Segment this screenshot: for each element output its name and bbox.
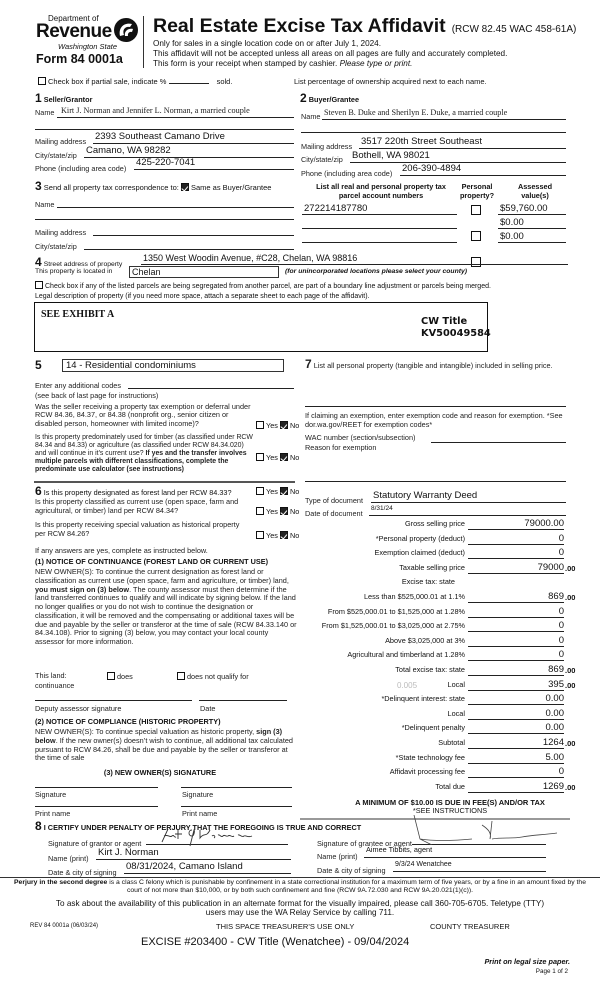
header-divider: [143, 16, 144, 68]
buyer-phone-label: Phone (including area code): [301, 169, 393, 178]
tax-row-label: From $525,000.01 to $1,525,000 at 1.28%: [327, 606, 465, 616]
s5-q2-yes-label: Yes: [266, 453, 278, 462]
property-located-note: (for unincorporated locations please select your county): [285, 268, 468, 275]
correspondence-name-field[interactable]: [57, 196, 294, 208]
parcel-col-header-personal: Personal property?: [459, 182, 495, 200]
buyer-city-field[interactable]: [350, 150, 566, 163]
grantor-name-label: Name (print): [48, 854, 89, 863]
section-3-number: 3: [35, 179, 42, 193]
s6-q1-no-label: No: [289, 487, 300, 496]
tax-row: [300, 549, 600, 560]
tax-row-label: Local: [447, 679, 465, 689]
parcel-assessed-value: $59,760.00: [500, 203, 548, 214]
tax-row: [300, 780, 600, 794]
section-4-number: 4: [35, 255, 42, 269]
tax-row-value: 869: [548, 664, 564, 675]
seller-mailing-field[interactable]: [93, 131, 294, 144]
page-title: [153, 15, 576, 38]
logo-agency-line1: Department of: [48, 14, 99, 23]
this-land-label: This land:: [35, 671, 67, 680]
tax-row-value: 0.00: [545, 707, 564, 719]
exemption-label: If claiming an exemption, enter exemption code and reason for exemption. *See dor.wa.gov/REET for exemption codes*: [305, 411, 563, 430]
s6-q2-yes-label: Yes: [266, 507, 278, 516]
s6-q1-yes-label: Yes: [266, 487, 278, 496]
additional-codes-label: Enter any additional codes: [35, 381, 121, 390]
grantee-name-label: Name (print): [317, 852, 358, 861]
property-street-field[interactable]: [141, 253, 568, 265]
county-select-value: Chelan: [132, 267, 161, 277]
s5-q2-bold: If yes and the transfer involves multiple parcels with different classifications, complete the predominate use calculator (see instructions): [35, 449, 247, 473]
owner-1-signature-label: Signature: [35, 790, 67, 799]
tax-row: [300, 622, 600, 633]
parcel-col-header-accounts: List all real and personal property tax parcel account numbers: [316, 182, 446, 200]
tax-row-label: From $1,525,000.01 to $3,025,000 at 2.75%: [321, 621, 465, 631]
parcel-assessed-field[interactable]: [498, 217, 566, 229]
buyer-heading-label: Buyer/Grantee: [308, 95, 360, 104]
s6-q1-yes-checkbox[interactable]: [256, 487, 264, 495]
title-citation: (RCW 82.45 WAC 458-61A): [451, 24, 577, 35]
s5-q1-no-label: No: [289, 421, 300, 430]
s6-q2-no-checkbox[interactable]: [280, 507, 288, 515]
correspondence-heading: [35, 179, 271, 193]
buyer-heading: [300, 91, 359, 105]
tax-row-value: 0: [558, 766, 564, 778]
correspondence-mailing-field[interactable]: [93, 224, 294, 236]
reason-field[interactable]: [305, 472, 566, 482]
perjury-text: is a class C felony which is punishable by confinement in a state correctional institution for a maximum term of five years, or by a fine in an amount fixed by the court of not more than $10,000, or by both such confinement and fine (RCW 9A.72.030 and RCW 9A.20.021(1)(c)).: [107, 879, 586, 895]
tax-row: [300, 605, 600, 619]
s6-q3-no-label: No: [289, 531, 300, 540]
seller-heading: [35, 91, 92, 105]
s6-q3-no-checkbox[interactable]: [280, 531, 288, 539]
buyer-mailing-field[interactable]: [359, 136, 566, 149]
segregated-label: Check box if any of the listed parcels are being segregated from another parcel, are part of a boundary line adjustment or parcels being merged.: [45, 283, 491, 290]
owner-2-signature-line[interactable]: [181, 779, 292, 788]
print-note: Print on legal size paper.: [484, 957, 570, 966]
buyer-name-value: Steven B. Duke and Sherilyn E. Duke, a married couple: [324, 108, 508, 117]
tax-row-value: 395: [548, 678, 564, 690]
tax-row-cents: .00: [565, 680, 576, 690]
partial-sale-label: Check box if partial sale, indicate %: [48, 77, 167, 86]
s5-q2-no-label: No: [289, 453, 300, 462]
title-stamp-line2: KV50049584: [421, 328, 491, 339]
same-as-buyer-label: Same as Buyer/Grantee: [190, 183, 272, 192]
tax-row: [300, 651, 600, 662]
property-street-value: 1350 West Woodin Avenue, #C28, Chelan, WA 98816: [143, 253, 358, 263]
tax-row-label: *Delinquent penalty: [401, 723, 465, 733]
tax-row-label: Total excise tax: state: [395, 665, 465, 674]
logo-agency-line2: Revenue: [36, 21, 112, 42]
notice-2-text-c: . If the new owner(s) doesn’t wish to continue, all additional tax calculated pursuant to RCW 84.26, shall be due and payable by the seller or transferor at the time of sale: [35, 735, 293, 763]
s6-q3-yes-checkbox[interactable]: [256, 531, 264, 539]
tax-row: [300, 707, 600, 721]
property-street-label: Street address of property: [43, 261, 123, 268]
header-note-1: Only for sales in a single location code on or after July 1, 2024.: [153, 39, 382, 48]
buyer-name-label: Name: [301, 112, 321, 121]
seller-name-value: Kirt J. Norman and Jennifer L. Norman, a married couple: [61, 106, 250, 115]
section-7-number: 7: [305, 357, 312, 371]
tax-row: [300, 751, 600, 765]
treasurer-use-only: THIS SPACE TREASURER’S USE ONLY: [216, 922, 355, 931]
ownership-note: List percentage of ownership acquired next to each name.: [294, 77, 487, 86]
personal-property-field[interactable]: [305, 397, 566, 407]
s5-q1-yes-checkbox[interactable]: [256, 421, 264, 429]
tax-row-value: 0: [558, 547, 564, 559]
tax-row-field[interactable]: [468, 646, 564, 647]
grantee-sig-label: Signature of grantee or agent: [317, 839, 412, 848]
grantee-date-field[interactable]: [393, 860, 546, 872]
tax-row-field[interactable]: [468, 777, 564, 778]
s7-personal-property: [305, 358, 567, 371]
partial-sale-checkbox[interactable]: [38, 77, 46, 85]
parcel-assessed-value: $0.00: [500, 217, 524, 228]
grantor-date-field[interactable]: [124, 861, 291, 874]
correspondence-label: Send all property tax correspondence to:: [43, 183, 179, 192]
s6-question-3: Is this property receiving special valuation as historical property per RCW 84.26?: [35, 520, 240, 538]
tax-row-value: 0: [558, 649, 564, 661]
tax-row-value: 79000.00: [524, 518, 564, 529]
s6-question-1: Is this property designated as forest land per RCW 84.33?: [43, 488, 232, 497]
segregated-checkbox[interactable]: [35, 281, 43, 289]
notice-2-text-bold: sign (3) below: [35, 727, 283, 745]
form-number: Form 84 0001a: [36, 52, 123, 66]
seller-city-label: City/state/zip: [35, 151, 77, 160]
seller-name-line-2[interactable]: [35, 119, 294, 130]
legal-description-label: Legal description of property (if you need more space, attach a separate sheet to each page of the affidavit).: [35, 293, 370, 300]
footer-divider: [0, 877, 600, 878]
s5-q1-answer: [256, 421, 299, 431]
does-option: [107, 672, 133, 682]
owner-1-signature-line[interactable]: [35, 779, 158, 788]
parcel-assessed-field[interactable]: [498, 231, 566, 243]
additional-codes-note: (see back of last page for instructions): [35, 391, 159, 400]
tax-row-label: Agricultural and timberland at 1.28%: [347, 650, 465, 660]
tax-row-value: 1264: [542, 737, 564, 748]
doc-date-label: Date of document: [305, 509, 363, 518]
tax-row: [300, 724, 600, 735]
parcel-account-field[interactable]: [302, 217, 457, 229]
alt-format-notice: To ask about the availability of this publication in an alternate format for the visually impaired, please call 360-705-6705. Teletype (TTY) users may use the WA Relay Service by calling 711.: [55, 899, 545, 918]
additional-codes-field[interactable]: [128, 378, 294, 389]
legal-description-text: SEE EXHIBIT A: [41, 309, 115, 320]
tax-row: [300, 634, 600, 648]
does-qualify-label: does: [117, 672, 133, 681]
correspondence-city-field[interactable]: [84, 238, 294, 250]
tax-row-value: 0: [558, 605, 564, 617]
owner-1-print-label: Print name: [35, 809, 71, 818]
notice-2-title: (2) NOTICE OF COMPLIANCE (HISTORIC PROPERTY): [35, 717, 221, 726]
s6-q2-yes-checkbox[interactable]: [256, 507, 264, 515]
correspondence-city-label: City/state/zip: [35, 242, 77, 251]
buyer-phone-value: 206-390-4894: [402, 163, 462, 174]
does-not-qualify-label: does not qualify for: [187, 672, 249, 681]
parcel-account-value: 272214187780: [304, 203, 368, 214]
assessor-signature-line[interactable]: [35, 694, 192, 701]
doc-type-field[interactable]: [371, 490, 566, 503]
buyer-phone-field[interactable]: [400, 163, 566, 176]
section-2-number: 2: [300, 91, 307, 105]
perjury-notice: [10, 879, 590, 895]
s5-q2-no-checkbox[interactable]: [280, 453, 288, 461]
property-located-label: This property is located in: [35, 268, 113, 275]
tax-row-value: 0: [558, 532, 564, 544]
partial-sale-row: [38, 77, 232, 86]
owner-2-print-label: Print name: [182, 809, 218, 818]
parcel-account-field[interactable]: [302, 231, 457, 243]
s6-q3-answer: [256, 531, 299, 541]
s6-if-yes: If any answers are yes, complete as instructed below.: [35, 546, 208, 555]
doc-date-value: 8/31/24: [371, 505, 393, 512]
tax-row-field[interactable]: [468, 558, 564, 559]
notice-1-text-bold: you must sign on (3) below: [35, 584, 130, 594]
grantee-date-label: Date & city of signing: [317, 866, 386, 875]
tax-row-cents: .00: [565, 782, 576, 792]
grantor-date-label: Date & city of signing: [48, 868, 117, 877]
tax-row: [300, 520, 600, 531]
continuance-label: continuance: [35, 681, 75, 690]
rev-number: REV 84 0001a (06/03/24): [30, 923, 99, 929]
tax-row-label: Exemption claimed (deduct): [374, 548, 465, 558]
same-as-buyer-checkbox[interactable]: [181, 183, 189, 191]
correspondence-name-label: Name: [35, 200, 55, 209]
seller-mailing-label: Mailing address: [35, 137, 87, 146]
does-qualify-checkbox[interactable]: [107, 672, 115, 680]
s5-q2-text: Is this property predominately used for timber (as classified under RCW 84.34 and 84.33) or agriculture (as classified under RCW 84.34.020) and will continue in it's current use?: [35, 434, 253, 457]
tax-row-field[interactable]: [468, 617, 564, 618]
legal-description-box[interactable]: [34, 302, 491, 352]
owner-2-signature-label: Signature: [182, 790, 214, 799]
tax-row-label: *Delinquent interest: state: [381, 694, 465, 704]
tax-row-value: 869: [548, 591, 564, 602]
tax-row-value: 79000: [537, 561, 564, 573]
tax-row-field[interactable]: [468, 631, 564, 632]
tax-row-value: 0.00: [545, 722, 564, 734]
buyer-name-line-2[interactable]: [301, 122, 566, 133]
seller-phone-label: Phone (including area code): [35, 164, 127, 173]
grantor-date-value: 08/31/2024, Camano Island: [126, 861, 243, 872]
section-8-number: 8: [35, 819, 42, 833]
notice-1-text-c: . The county assessor must then determine if the land transferred continues to qualify and will indicate by signing below. If the land no longer qualifies or you do not wish to continue the designation or classification, it will be removed and the compensating or additional taxes will be due and payable by the seller or transferor at the time of sale (RCW 84.33.140 or 84.34.108). Prior to signing (3) below, you may contact your local county assessor for more information.: [35, 584, 297, 646]
grantor-signature-field[interactable]: [146, 831, 288, 845]
s6-question-2: Is this property classified as current use (open space, farm and agricultural, or timber) land per RCW 84.34?: [35, 497, 239, 515]
county-treasurer: COUNTY TREASURER: [430, 922, 510, 931]
certify-statement: I CERTIFY UNDER PENALTY OF PERJURY THAT THE FOREGOING IS TRUE AND CORRECT: [43, 823, 362, 832]
excise-stamp: EXCISE #203400 - CW Title (Wenatchee) - 09/04/2024: [141, 936, 410, 948]
notice-1-title: (1) NOTICE OF CONTINUANCE (FOREST LAND OR CURRENT USE): [35, 557, 269, 566]
grantee-signature-scribble: [412, 815, 562, 845]
grantee-name-value: Aimee Tibbits, agent: [366, 845, 433, 854]
tax-row-cents: .00: [565, 666, 576, 675]
parcel-personal-checkbox[interactable]: [471, 205, 481, 215]
grantee-signature-field[interactable]: [412, 833, 546, 845]
parcel-account-field[interactable]: [302, 203, 457, 215]
seller-phone-value: 425-220-7041: [136, 157, 196, 168]
seller-name-field[interactable]: [57, 106, 294, 118]
buyer-mailing-value: 3517 220th Street Southeast: [361, 136, 482, 147]
tax-row-label: Above $3,025,000 at 3%: [385, 635, 465, 645]
section-1-number: 1: [35, 91, 42, 105]
tax-row-label: Gross selling price: [404, 519, 465, 528]
grantor-sig-label: Signature of grantor or agent: [48, 839, 142, 848]
page-number: Page 1 of 2: [535, 968, 568, 975]
s5-q1-yes-label: Yes: [266, 421, 278, 430]
grantee-name-field[interactable]: [364, 846, 546, 858]
owner-2-print-line[interactable]: [181, 799, 292, 807]
tax-row: [300, 593, 600, 604]
grantor-name-field[interactable]: [96, 847, 291, 860]
correspondence-mailing-label: Mailing address: [35, 228, 87, 237]
header-note-2: This affidavit will not be accepted unless all areas on all pages are fully and accurately completed.: [153, 49, 508, 58]
seller-phone-field[interactable]: [134, 157, 294, 170]
dor-swirl-icon: [112, 16, 140, 44]
tax-row-label: Subtotal: [438, 738, 465, 747]
wac-field[interactable]: [431, 433, 566, 443]
tax-row-label: Local: [447, 708, 465, 718]
s6-q1-answer: [256, 487, 299, 497]
tax-row: [300, 695, 600, 706]
tax-row-field[interactable]: [468, 660, 564, 661]
buyer-city-label: City/state/zip: [301, 155, 343, 164]
correspondence-name-line-2[interactable]: [35, 209, 294, 220]
buyer-mailing-label: Mailing address: [301, 142, 353, 151]
tax-row-label: *State technology fee: [395, 752, 465, 762]
tax-row-value: 0.00: [545, 693, 564, 705]
assessor-signature-label: Deputy assessor signature: [35, 704, 122, 713]
grantor-signature-scribble: [158, 826, 268, 848]
perjury-bold: Perjury in the second degree: [14, 879, 108, 886]
s6-q2-answer: [256, 507, 299, 517]
reason-label: Reason for exemption: [305, 443, 377, 452]
s6-q3-yes-label: Yes: [266, 531, 278, 540]
doc-type-value: Statutory Warranty Deed: [373, 490, 478, 501]
see-instructions: *SEE INSTRUCTIONS: [412, 806, 488, 815]
buyer-name-field[interactable]: [322, 108, 566, 120]
does-not-qualify-checkbox[interactable]: [177, 672, 185, 680]
s6-q1-no-checkbox[interactable]: [280, 487, 288, 495]
tax-row-value: 0: [558, 620, 564, 632]
tax-row: [300, 561, 600, 575]
s5-s6-divider: [34, 481, 295, 483]
s5-q2-answer: [256, 453, 299, 463]
s6-q2-no-label: No: [289, 507, 300, 516]
assessor-date-label: Date: [200, 704, 216, 713]
assessor-date-line[interactable]: [199, 694, 287, 701]
seller-mailing-value: 2393 Southeast Camano Drive: [95, 131, 225, 142]
grantee-date-value: 9/3/24 Wenatchee: [395, 861, 452, 868]
title-text: Real Estate Excise Tax Affidavit: [153, 15, 446, 37]
county-select[interactable]: [129, 266, 279, 278]
parcel-assessed-value: $0.00: [500, 231, 524, 242]
tax-row-cents: .00: [565, 563, 576, 573]
notice-2-body: [35, 728, 297, 763]
segregated-row: [35, 281, 491, 291]
tax-row-cents: .00: [565, 739, 576, 748]
parcel-personal-checkbox[interactable]: [471, 231, 481, 241]
parcel-col-header-assessed: Assessed value(s): [517, 182, 553, 200]
s7-personal-label: List all personal property (tangible and intangible) included in selling price.: [313, 361, 553, 370]
tax-row: [300, 666, 600, 677]
tax-row-value: 1269: [542, 780, 564, 792]
s5-q1-no-checkbox[interactable]: [280, 421, 288, 429]
partial-sale-suffix: sold.: [216, 77, 233, 86]
tax-row: [300, 678, 600, 692]
land-use-value: 14 - Residential condominiums: [66, 360, 196, 371]
tax-row-value: 0: [558, 634, 564, 646]
buyer-city-value: Bothell, WA 98021: [352, 150, 430, 161]
notice-2-text-a: NEW OWNER(S): To continue special valuation as historic property,: [35, 727, 257, 736]
does-not-option: [177, 672, 249, 682]
tax-row-cents: .00: [565, 593, 576, 602]
header-note-3-italic: Please type or print.: [339, 59, 413, 68]
tax-row: [300, 532, 600, 546]
title-stamp-line1: CW Title: [421, 316, 468, 327]
partial-sale-percent-input[interactable]: [169, 83, 209, 84]
section-5-number: 5: [35, 358, 42, 372]
doc-date-field[interactable]: [369, 504, 566, 516]
doc-type-label: Type of document: [305, 496, 364, 505]
minimum-note: A MINIMUM OF $10.00 IS DUE IN FEE(S) AND/OR TAX: [355, 798, 545, 807]
notice-1-text-a: NEW OWNER(S): To continue the current designation as forest land or classification as current use (open space, farm and agriculture, or timber) land,: [35, 567, 289, 585]
seller-city-value: Camano, WA 98282: [86, 145, 171, 156]
header-note-3: [153, 59, 412, 69]
seller-heading-label: Seller/Grantor: [43, 95, 93, 104]
grantor-name-value: Kirt J. Norman: [98, 847, 159, 858]
local-rate: 0.005: [397, 680, 418, 690]
tax-row: [300, 739, 600, 750]
tax-row-value: 5.00: [545, 751, 564, 763]
logo-agency-line3: Washington State: [58, 42, 118, 51]
owner-signature-title: (3) NEW OWNER(S) SIGNATURE: [103, 768, 217, 777]
parcel-assessed-field[interactable]: [498, 203, 566, 215]
tax-row-field[interactable]: [468, 544, 564, 545]
tax-row-label: *Personal property (deduct): [375, 533, 465, 543]
tax-row-label: Affidavit processing fee: [389, 767, 465, 777]
tax-section-header: [300, 578, 600, 589]
wac-label: WAC number (section/subsection): [305, 433, 416, 442]
section-6-number: 6: [35, 484, 42, 498]
tax-row-label: Taxable selling price: [399, 562, 465, 572]
header-note-3-text: This form is your receipt when stamped by cashier.: [153, 59, 340, 68]
land-use-select[interactable]: [62, 359, 284, 372]
notice-1-body: [35, 568, 297, 647]
tax-row-label: Total due: [435, 781, 465, 791]
tax-row-label: Less than $525,000.01 at 1.1%: [363, 592, 465, 601]
s5-q2-yes-checkbox[interactable]: [256, 453, 264, 461]
tax-row-label: Excise tax: state: [401, 577, 455, 587]
tax-row: [300, 768, 600, 779]
owner-1-print-line[interactable]: [35, 799, 158, 807]
seller-name-label: Name: [35, 108, 55, 117]
s5-question-1: Was the seller receiving a property tax exemption or deferral under RCW 84.36, 84.37, or 84.38 (nonprofit org., senior citizen or disabled person, homeowner with limited income)?: [35, 402, 251, 428]
s5-question-2: [35, 434, 257, 474]
